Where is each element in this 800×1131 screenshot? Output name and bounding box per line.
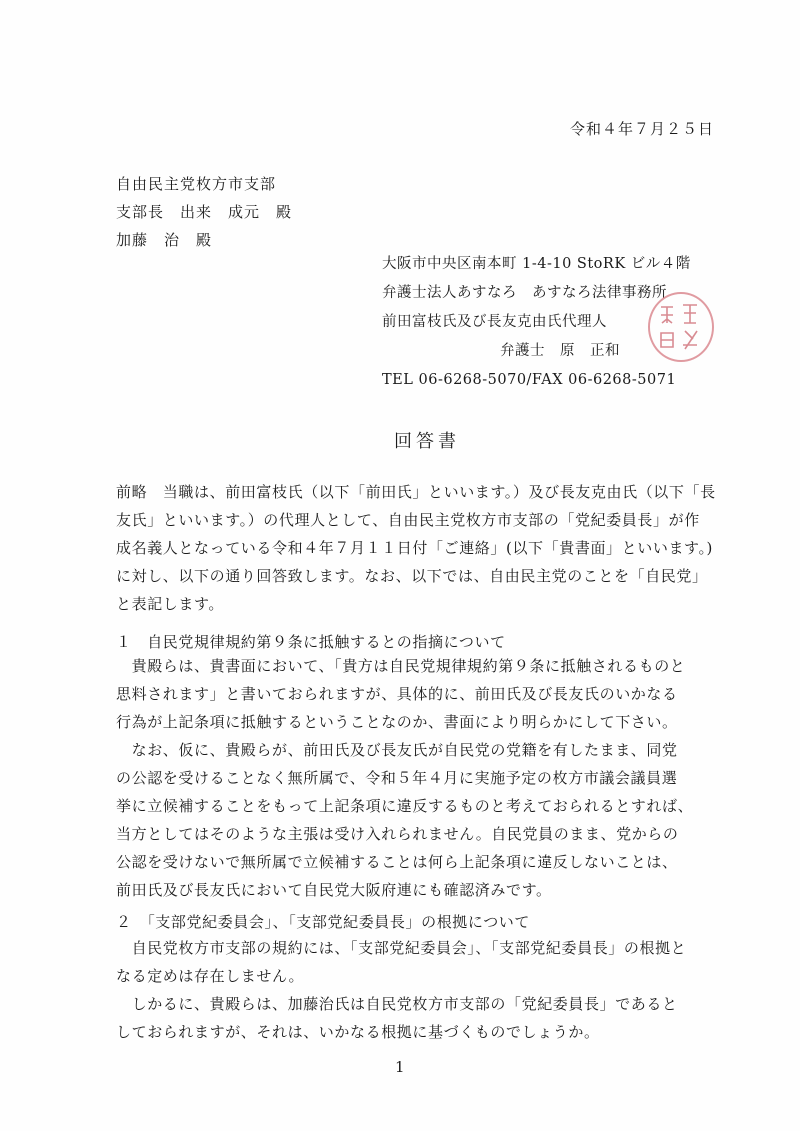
sender-block bbox=[382, 250, 691, 395]
section-2-heading: ２ 「支部党紀委員会」、「支部党紀委員長」の根拠について bbox=[116, 913, 531, 931]
section-1-line: 挙に立候補することをもって上記条項に違反するものと考えておられるとすれば、 bbox=[116, 797, 694, 815]
document-date: 令和４年７月２５日 bbox=[570, 120, 715, 138]
section-1-line: 貴殿らは、貴書面において、「貴方は自民党規律規約第９条に抵触されるものと bbox=[116, 657, 686, 675]
section-1-heading: １ 自民党規律規約第９条に抵触するとの指摘について bbox=[116, 633, 506, 651]
section-1-line: 行為が上記条項に抵触するということなのか、書面により明らかにして下さい。 bbox=[116, 713, 678, 731]
intro-line: と表記します。 bbox=[116, 595, 225, 613]
section-2-line: しておられますが、それは、いかなる根拠に基づくものでしょうか。 bbox=[116, 1023, 600, 1041]
section-2-line: しかるに、貴殿らは、加藤治氏は自民党枚方市支部の「党紀委員長」であると bbox=[116, 995, 678, 1013]
section-2-line: 自民党枚方市支部の規約には、「支部党紀委員会」、「支部党紀委員長」の根拠と bbox=[116, 939, 687, 957]
sender-agent: 前田富枝氏及び長友克由氏代理人 bbox=[382, 314, 607, 330]
sender-firm: 弁護士法人あすなろ あすなろ法律事務所 bbox=[382, 285, 667, 301]
intro-line: 友氏」といいます。）の代理人として、自由民主党枚方市支部の「党紀委員長」が作 bbox=[116, 511, 700, 529]
addressee-block bbox=[116, 170, 292, 254]
section-1-line: 前田氏及び長友氏において自民党大阪府連にも確認済みです。 bbox=[116, 881, 552, 899]
intro-line: 前略 当職は、前田富枝氏（以下「前田氏」といいます。）及び長友克由氏（以下「長 bbox=[116, 483, 716, 501]
page-number: 1 bbox=[395, 1058, 405, 1076]
section-1-line: 公認を受けないで無所属で立候補することは何ら上記条項に違反しないことは、 bbox=[116, 853, 678, 871]
section-2-body bbox=[116, 934, 730, 1046]
intro-paragraph bbox=[116, 478, 730, 618]
attorney-seal-stamp bbox=[648, 292, 714, 362]
section-1-body bbox=[116, 652, 730, 904]
intro-line: 成名義人となっている令和４年７月１１日付「ご連絡」(以下「貴書面」といいます。) bbox=[116, 539, 714, 557]
section-1-line: の公認を受けることなく無所属で、令和５年４月に実施予定の枚方市議会議員選 bbox=[116, 769, 678, 787]
seal-graphic bbox=[653, 297, 709, 357]
section-1-line: 当方としてはそのような主張は受け入れられません。自民党員のまま、党からの bbox=[116, 825, 679, 843]
addressee-organization: 自由民主党枚方市支部 bbox=[116, 175, 277, 193]
section-1-line: なお、仮に、貴殿らが、前田氏及び長友氏が自民党の党籍を有したまま、同党 bbox=[116, 741, 678, 759]
sender-attorney: 弁護士 原 正和 bbox=[500, 343, 620, 359]
sender-address: 大阪市中央区南本町 1-4-10 StoRK ビル４階 bbox=[382, 256, 691, 272]
addressee-person: 加藤 治 殿 bbox=[116, 231, 213, 249]
sender-contact: TEL 06-6268-5070/FAX 06-6268-5071 bbox=[382, 372, 677, 388]
document-title: 回答書 bbox=[394, 431, 460, 452]
section-2-line: なる定めは存在しません。 bbox=[116, 967, 305, 985]
section-1-line: 思料されます」と書いておられますが、具体的に、前田氏及び長友氏のいかなる bbox=[116, 685, 678, 703]
intro-line: に対し、以下の通り回答致します。なお、以下では、自由民主党のことを「自民党」 bbox=[116, 567, 708, 585]
addressee-branch-chief: 支部長 出来 成元 殿 bbox=[116, 203, 293, 221]
